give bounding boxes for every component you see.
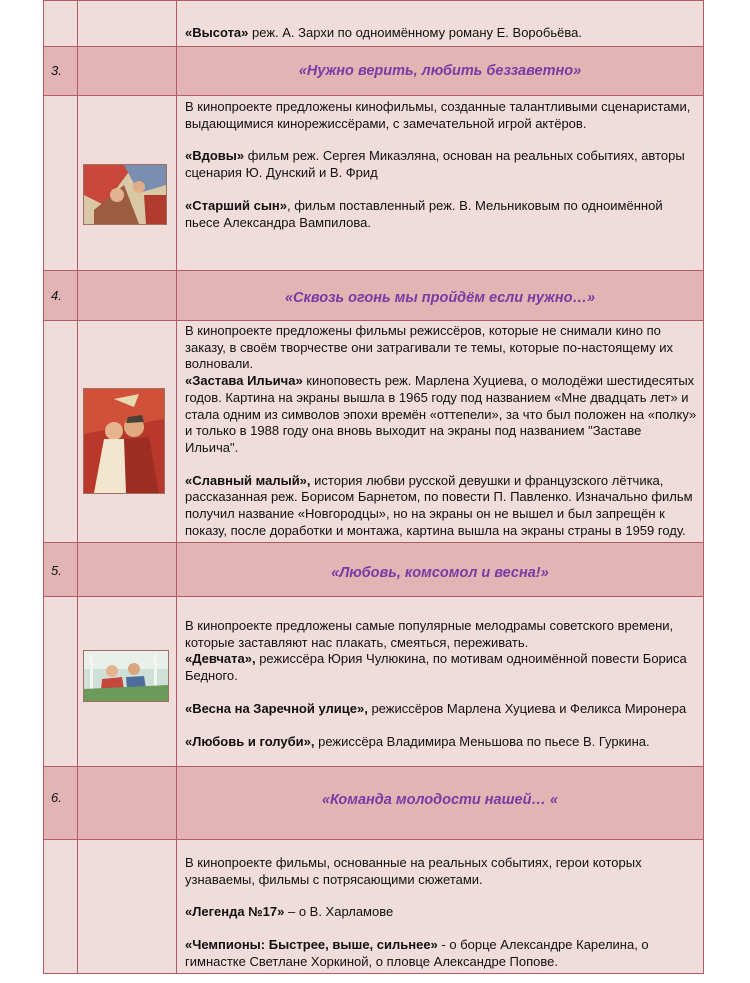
film-description: режиссёра Владимира Меньшова по пьесе В. Гуркина. (314, 733, 650, 749)
section-body-5 (44, 597, 703, 767)
intro-text: В кинопроекте фильмы, основанные на реальных событиях, герои которых узнаваемы, фильмы с потрясающими сюжетами. (185, 855, 642, 887)
section-header-4 (44, 271, 703, 321)
section-text (185, 99, 697, 231)
section-body-4 (44, 321, 703, 543)
film-description: , фильм поставленный реж. В. Мельниковым по одноимённой пьесе Александра Вампилова. (185, 197, 663, 230)
film-title: «Весна на Заречной улице», (185, 700, 368, 716)
film-description: режиссёров Марлена Хуциева и Феликса Миронера (367, 700, 687, 716)
film-description: реж. А. Зархи по одноимённому роману Е. Воробьёва. (248, 25, 582, 40)
intro-text: В кинопроекте предложены самые популярные мелодрамы советского времени, которые заставляют нас плакать, смеяться, переживать. (185, 618, 674, 650)
film-title: «Девчата», (185, 651, 256, 667)
section-title: «Сквозь огонь мы пройдём если нужно…» (284, 290, 596, 306)
film-description: - о борце Александре Карелина, о гимнастке Светлане Хоркиной, о пловце Александре Попове. (185, 937, 649, 969)
section-number: 6. (51, 790, 62, 805)
poster-image (83, 650, 169, 702)
film-entry (185, 25, 697, 42)
film-title: «Чемпионы: Быстрее, выше, сильнее» (185, 937, 438, 953)
film-title: «Славный малый», (185, 472, 311, 488)
film-title: «Старший сын» (185, 197, 288, 213)
section-body-3 (44, 96, 703, 271)
section-text (185, 855, 697, 971)
film-title: «Застава Ильича» (185, 373, 303, 389)
section-title: «Любовь, комсомол и весна!» (331, 565, 549, 581)
section-body-6 (44, 840, 703, 973)
poster-image (83, 164, 167, 225)
section-title: «Команда молодости нашей… « (321, 792, 559, 808)
film-description: – о В. Харламове (284, 904, 394, 920)
section-number: 3. (51, 63, 62, 78)
poster-image (83, 388, 165, 494)
section-text (185, 618, 697, 750)
film-title: «Вдовы» (185, 148, 245, 164)
film-description: фильм реж. Сергея Микаэляна, основан на реальных событиях, авторы сценария Ю. Дунский и В. Фрид (185, 148, 685, 181)
section-title: «Нужно верить, любить беззаветно» (298, 63, 582, 79)
film-description: история любви русской девушки и французского лётчика, рассказанная реж. Борисом Барнетом, по повести П. Павленко. Изначально фильм получил название «Новгородцы», но на экраны он не вышел и был запрещён к показу, после доработки и монтажа, картина вышла на экраны страны в 1959 году. (185, 472, 693, 538)
section-number: 5. (51, 563, 62, 578)
film-title: «Легенда №17» (185, 904, 285, 920)
program-table (43, 0, 704, 974)
film-title: «Высота» (185, 25, 249, 40)
section-header-5 (44, 543, 703, 597)
film-description: киноповесть реж. Марлена Хуциева, о молодёжи шестидесятых годов. Картина на экраны вышла в 1965 году под названием «Мне двадцать лет» и стала одним из символов эпохи времён «оттепели», за что был положен на «полку» и только в 1988 году она вновь выходит на экраны под названием "Заставе Ильича". (185, 373, 697, 455)
section-header-3 (44, 47, 703, 96)
section-number: 4. (51, 288, 62, 303)
table-row (44, 1, 703, 47)
film-description: режиссёра Юрия Чулюкина, по мотивам одноимённой повести Бориса Бедного. (185, 651, 687, 684)
section-text (185, 323, 697, 539)
section-header-6 (44, 767, 703, 840)
intro-text: В кинопроекте предложены кинофильмы, созданные талантливыми сценаристами, выдающимися кинорежиссёрами, с замечательной игрой актёров. (185, 99, 691, 131)
intro-text: В кинопроекте предложены фильмы режиссёров, которые не снимали кино по заказу, в своём творчестве они затрагивали те темы, которые по-настоящему их волновали. (185, 323, 674, 372)
film-title: «Любовь и голуби», (185, 733, 315, 749)
